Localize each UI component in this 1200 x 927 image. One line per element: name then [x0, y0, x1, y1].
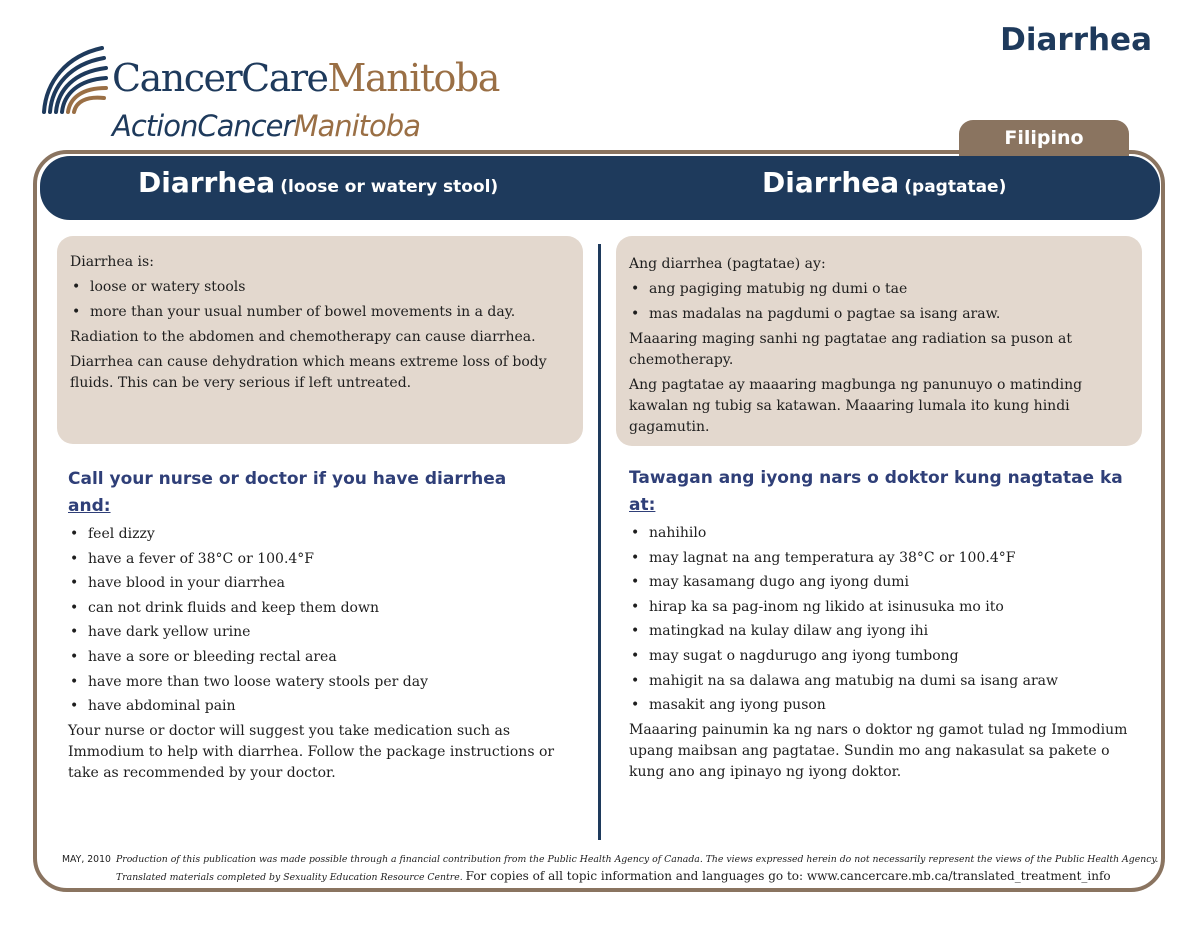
list-item: • hirap ka sa pag-inom ng likido at isinusuka mo ito [629, 597, 1139, 618]
list-item: • more than your usual number of bowel movements in a day. [70, 302, 569, 323]
logo-wordmark-secondary: ActionCancerManitoba [112, 109, 420, 143]
column-divider [598, 244, 601, 840]
header-filipino-title: Diarrhea [762, 166, 900, 199]
list-item: • may lagnat na ang temperatura ay 38°C or 100.4°F [629, 548, 1139, 569]
logo [38, 42, 558, 154]
language-tab: Filipino [959, 120, 1129, 160]
english-definition-list [70, 277, 569, 323]
list-item: • may sugat o nagdurugo ang iyong tumbong [629, 646, 1139, 667]
filipino-call-section [629, 465, 1139, 787]
list-item: • loose or watery stools [70, 277, 569, 298]
filipino-call-heading: Tawagan ang iyong nars o doktor kung nagtatae ka at: [629, 468, 1123, 515]
list-item: • have abdominal pain [68, 696, 578, 717]
list-item: • mas madalas na pagdumi o pagtae sa isang araw. [629, 304, 1128, 325]
header-english-subtitle: (loose or watery stool) [280, 177, 499, 197]
filipino-info-box [616, 236, 1142, 446]
footer [62, 852, 1159, 886]
list-item: • mahigit na sa dalawa ang matubig na dumi sa isang araw [629, 671, 1139, 692]
english-medication-paragraph: Your nurse or doctor will suggest you take medication such as Immodium to help with diarrhea. Follow the package instructions or take as recommended by your doctor. [68, 723, 555, 782]
list-item: • masakit ang iyong puson [629, 695, 1139, 716]
publication-date: MAY, 2010 [62, 854, 111, 865]
translation-credit: Translated materials completed by Sexuality Education Resource Centre. [116, 872, 463, 883]
header-filipino-subtitle: (pagtatae) [904, 177, 1007, 197]
english-dehydration-paragraph: Diarrhea can cause dehydration which means extreme loss of body fluids. This can be very serious if left untreated. [70, 354, 547, 391]
filipino-cause-paragraph: Maaaring maging sanhi ng pagtatae ang radiation sa puson at chemotherapy. [629, 331, 1072, 368]
logo-wordmark-primary: CancerCareManitoba [112, 56, 499, 100]
filipino-intro: Ang diarrhea (pagtatae) ay: [629, 256, 826, 272]
funding-notice: Production of this publication was made possible through a financial contribution from the Public Health Agency of Canada. The views expressed herein do not necessarily represent the views of the Public Health Agency. [116, 854, 1159, 865]
english-intro: Diarrhea is: [70, 254, 154, 270]
filipino-symptom-list [629, 523, 1139, 716]
header-english-title: Diarrhea [138, 166, 276, 199]
logo-swoosh-icon [38, 42, 112, 118]
header-bar [40, 156, 1160, 220]
list-item: • feel dizzy [68, 524, 578, 545]
filipino-medication-paragraph: Maaaring painumin ka ng nars o doktor ng gamot tulad ng Immodium upang maibsan ang pagtatae. Sundin mo ang nakasulat sa pakete o kung ano ang ipinayo ng iyong doktor. [629, 722, 1128, 781]
list-item: • have blood in your diarrhea [68, 573, 578, 594]
english-info-box [57, 236, 583, 444]
page-title: Diarrhea [1000, 22, 1152, 58]
english-symptom-list [68, 524, 578, 717]
copies-link-text: For copies of all topic information and languages go to: www.cancercare.mb.ca/translated_treatment_info [465, 869, 1111, 883]
english-call-heading: Call your nurse or doctor if you have diarrhea and: [68, 469, 507, 516]
footer-line-1 [62, 852, 1159, 868]
footer-line-2 [62, 868, 1152, 886]
list-item: • may kasamang dugo ang iyong dumi [629, 572, 1139, 593]
list-item: • have more than two loose watery stools per day [68, 672, 578, 693]
english-call-section [68, 466, 578, 788]
english-cause-paragraph: Radiation to the abdomen and chemotherapy can cause diarrhea. [70, 329, 536, 345]
list-item: • have a sore or bleeding rectal area [68, 647, 578, 668]
list-item: • nahihilo [629, 523, 1139, 544]
list-item: • can not drink fluids and keep them down [68, 598, 578, 619]
header-english [138, 166, 498, 199]
list-item: • ang pagiging matubig ng dumi o tae [629, 279, 1128, 300]
list-item: • have a fever of 38°C or 100.4°F [68, 549, 578, 570]
filipino-definition-list [629, 279, 1128, 325]
list-item: • matingkad na kulay dilaw ang iyong ihi [629, 621, 1139, 642]
list-item: • have dark yellow urine [68, 622, 578, 643]
filipino-dehydration-paragraph: Ang pagtatae ay maaaring magbunga ng panunuyo o matinding kawalan ng tubig sa katawan. Maaaring lumala ito kung hindi gagamutin. [629, 377, 1083, 435]
header-filipino [762, 166, 1006, 199]
